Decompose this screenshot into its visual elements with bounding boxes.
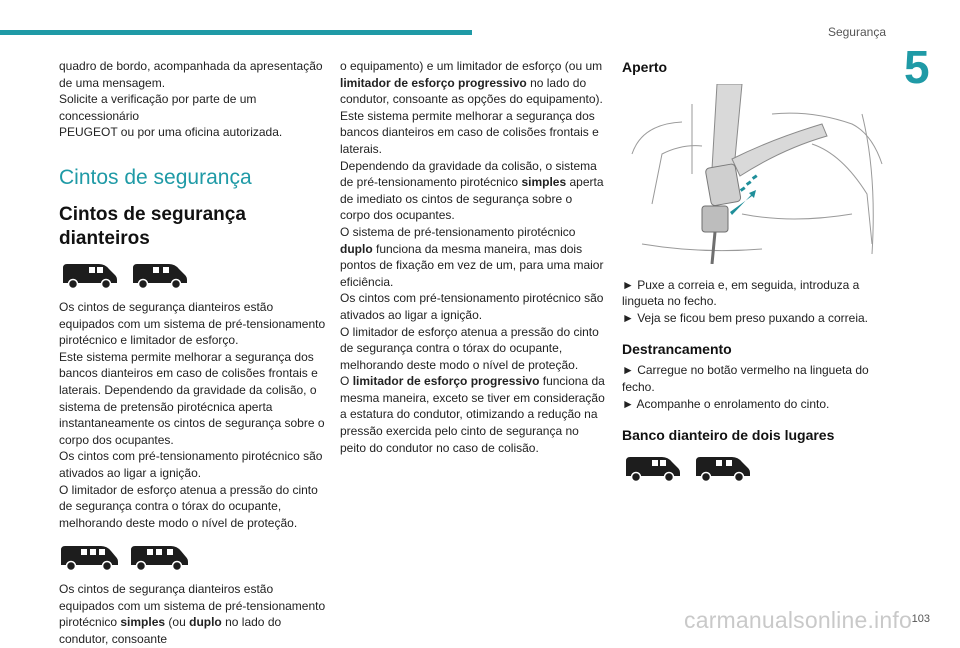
paragraph: O limitador de esforço atenua a pressão do cinto de segurança contra o tórax do ocupante, melhorando deste modo o nível de proteção. bbox=[59, 482, 318, 530]
intro-line: PEUGEOT ou por uma oficina autorizada. bbox=[59, 125, 283, 140]
heading-banco-dois-lugares: Banco dianteiro de dois lugares bbox=[622, 427, 835, 444]
section-heading: Cintos de segurança bbox=[59, 165, 252, 189]
intro-line: Solicite a verificação por parte de um concessionário bbox=[59, 92, 257, 123]
paragraph: Este sistema permite melhorar a segurança dos bancos dianteiros em caso de colisões frontais e laterais. Dependendo da gravidade da colisão, o sistema de pretensão pirotécnica aperta instantaneamente os cintos de segurança sobre o corpo dos ocupantes. bbox=[59, 349, 325, 447]
paragraph bbox=[340, 224, 605, 290]
text-run: O sistema de pré-tensionamento pirotécnico bbox=[340, 224, 576, 239]
paragraph: Os cintos com pré-tensionamento pirotécnico são ativados ao ligar a ignição. bbox=[340, 291, 604, 322]
text-bold: limitador de esforço progressivo bbox=[352, 374, 540, 389]
paragraph bbox=[340, 58, 605, 108]
paragraph: Os cintos de segurança dianteiros estão equipados com um sistema de pré-tensionamento pirotécnico e limitador de esforço. bbox=[59, 299, 326, 348]
intro-line: de uma mensagem. bbox=[59, 75, 166, 90]
paragraph: O limitador de esforço atenua a pressão do cinto de segurança contra o tórax do ocupante, melhorando deste modo o nível de proteção. bbox=[340, 324, 599, 372]
bullet-item: ► Puxe a correia e, em seguida, introduza a lingueta no fecho. bbox=[622, 277, 860, 309]
paragraph bbox=[340, 373, 605, 456]
chapter-number: 5 bbox=[904, 41, 930, 93]
paragraph bbox=[340, 158, 605, 224]
paragraph: Os cintos com pré-tensionamento pirotécnico são ativados ao ligar a ignição. bbox=[59, 449, 323, 480]
text-bold: simples bbox=[120, 615, 166, 630]
paragraph bbox=[59, 581, 327, 647]
text-bold: duplo bbox=[189, 615, 222, 630]
van-icon bbox=[59, 259, 119, 289]
text-bold: simples bbox=[521, 175, 567, 190]
heading-destrancamento: Destrancamento bbox=[622, 341, 732, 358]
bullet-item: ► Acompanhe o enrolamento do cinto. bbox=[622, 396, 830, 411]
van-long-icon bbox=[59, 541, 119, 571]
text-run: o equipamento) e um limitador de esforço (ou um bbox=[340, 59, 603, 73]
text-run: Os cintos de segurança dianteiros estão equipados com um sistema de pré-tensionamento pirotécnico bbox=[59, 582, 326, 630]
text-run: O bbox=[340, 374, 350, 389]
van-icon bbox=[129, 259, 189, 289]
watermark-text: carmanualsonline.info bbox=[684, 607, 912, 633]
column-right bbox=[622, 58, 890, 492]
text-run: no lado do condutor, consoante bbox=[59, 615, 282, 647]
text-run: aperta de imediato os cintos de segurança sobre o corpo dos ocupantes. bbox=[340, 175, 604, 223]
text-run: funciona da mesma maneira, exceto se tiver em consideração a estatura do condutor, otimizando a redução na pressão exercida pelo cinto de segurança no peito do condutor no caso de colisão. bbox=[340, 374, 605, 455]
header-accent-bar bbox=[0, 30, 472, 35]
seatbelt-illustration bbox=[622, 84, 884, 264]
column-left bbox=[59, 58, 327, 648]
text-run: Dependendo da gravidade da colisão, o sistema de pré-tensionamento pirotécnico bbox=[340, 158, 597, 190]
vehicle-icons-row bbox=[59, 259, 327, 289]
text-run: no lado do condutor, consoante as opções do equipamento). bbox=[340, 75, 603, 107]
bullet-item: ► Veja se ficou bem preso puxando a correia. bbox=[622, 310, 869, 325]
subheading-front-belts: Cintos de segurança dianteiros bbox=[59, 203, 246, 249]
heading-aperto: Aperto bbox=[622, 59, 668, 75]
bullet-item: ► Carregue no botão vermelho na lingueta do fecho. bbox=[622, 363, 869, 394]
text-run: (ou bbox=[168, 615, 186, 630]
van-icon bbox=[622, 452, 682, 482]
paragraph: Este sistema permite melhorar a segurança dos bancos dianteiros em caso de colisões frontais e laterais. bbox=[340, 108, 599, 156]
intro-line: quadro de bordo, acompanhada da apresentação bbox=[59, 59, 323, 73]
column-middle bbox=[340, 58, 605, 456]
section-title: Segurança bbox=[827, 25, 886, 39]
text-bold: limitador de esforço progressivo bbox=[340, 75, 527, 90]
vehicle-icons-row bbox=[59, 541, 327, 571]
vehicle-icons-row bbox=[622, 452, 890, 482]
text-run: funciona da mesma maneira, mas dois pontos de fixação em vez de um, para uma maior eficiência. bbox=[340, 241, 604, 289]
van-icon bbox=[692, 452, 752, 482]
van-long-icon bbox=[129, 541, 189, 571]
page-number: 103 bbox=[911, 613, 930, 625]
text-bold: duplo bbox=[340, 241, 373, 256]
